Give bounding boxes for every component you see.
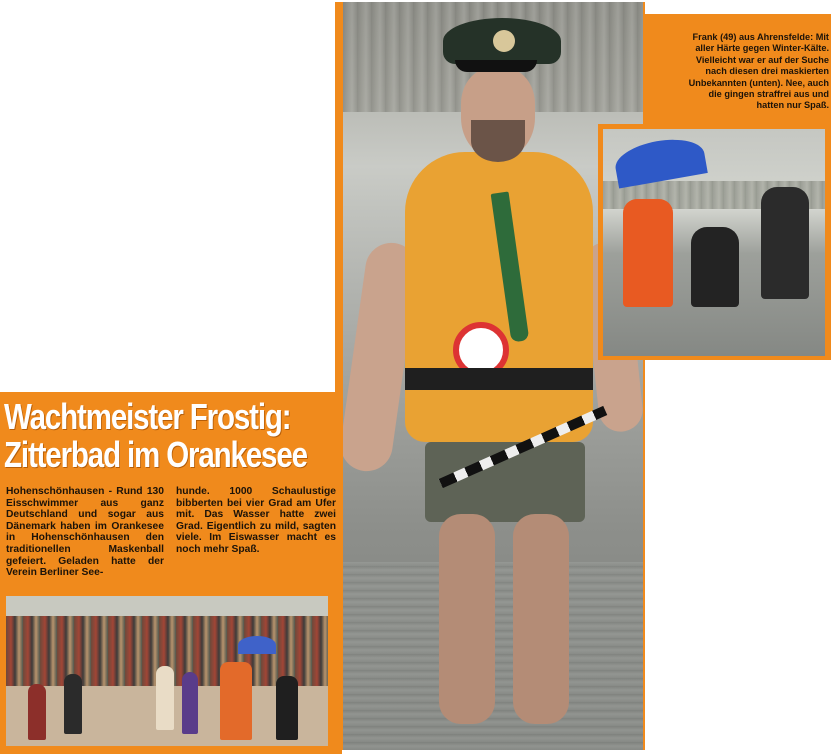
headline-line-2: Zitterbad im Orankesee — [4, 434, 307, 475]
main-photo-frame — [335, 2, 645, 750]
photo-caption: Frank (49) aus Ahrensfelde: Mit aller Härte gegen Winter-Kälte. Vielleicht war er auf der Suche nach diesen drei maskierten Unbekannten (unten). Nee, auch die gingen straffrei aus und hatten nur Spaß. — [688, 32, 829, 111]
article-column-1: Hohenschönhausen - Rund 130 Eisschwimmer aus ganz Deutschland und sogar aus Dänemark haben im Orankesee in Hohenschönhausen den traditionellen Maskenball gefeiert. Geladen hatte der Verein Berliner See- — [6, 486, 164, 579]
cap-brim — [455, 60, 537, 72]
masked-figure-cape — [761, 187, 809, 299]
beard — [471, 120, 525, 162]
headline — [4, 396, 307, 475]
costumed-figure — [220, 662, 252, 740]
costumed-figure — [182, 672, 198, 734]
inset-photo-frame — [598, 124, 831, 360]
crowd-photo — [6, 596, 328, 746]
costumed-figure — [156, 666, 174, 730]
left-leg — [439, 514, 495, 724]
costumed-figure — [276, 676, 298, 740]
masked-figure-orange — [623, 199, 673, 307]
caption-box — [645, 14, 831, 124]
inset-photo-masked-swimmers — [603, 129, 825, 356]
belt — [405, 368, 593, 390]
costumed-figure — [64, 674, 82, 734]
cap-badge-icon — [493, 30, 515, 52]
headline-line-1: Wachtmeister Frostig: — [4, 396, 291, 437]
right-leg — [513, 514, 569, 724]
masked-figure-dark — [691, 227, 739, 307]
costumed-figure — [28, 684, 46, 740]
main-photo-policeman-in-lake — [343, 2, 643, 750]
crowd-umbrella — [238, 636, 276, 654]
article-column-2: hunde. 1000 Schaulustige bibberten bei vier Grad am Ufer mit. Das Wasser hatte zwei Grad. Eigentlich zu mild, sagten viele. Im Eiswasser macht es noch mehr Spaß. — [176, 486, 336, 555]
